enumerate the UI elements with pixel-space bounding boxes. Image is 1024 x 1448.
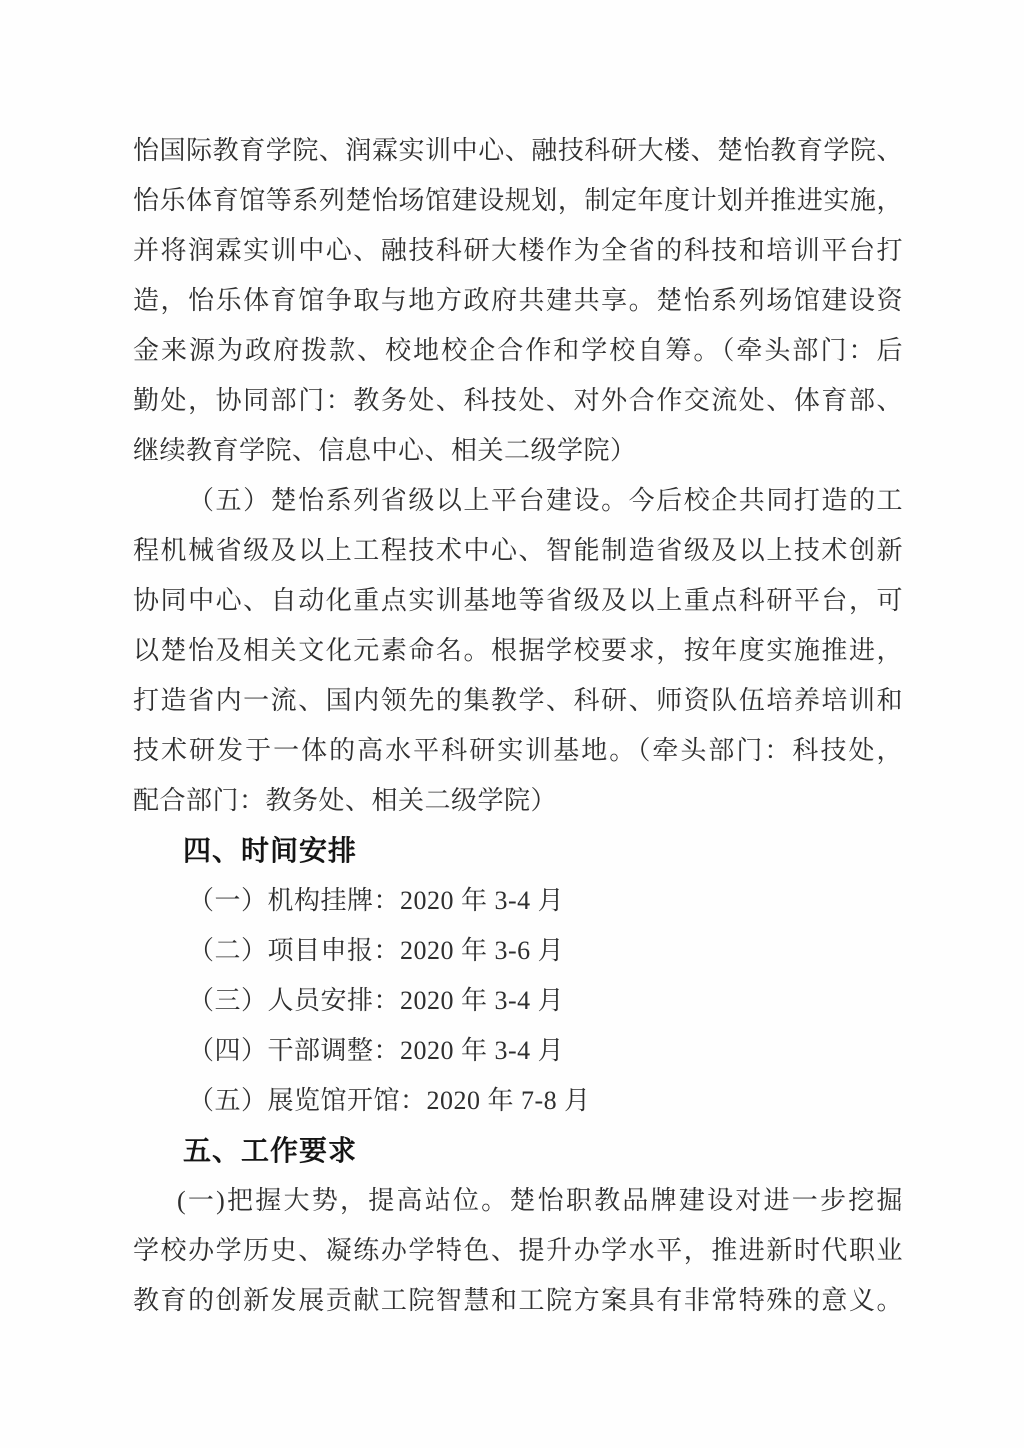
text-line: 并将润霖实训中心、融技科研大楼作为全省的科技和培训平台打 <box>133 236 903 265</box>
schedule-item: （一）机构挂牌：2020 年 3-4 月 <box>188 886 565 915</box>
text-line: 继续教育学院、信息中心、相关二级学院） <box>133 436 637 465</box>
text-line: 技术研发于一体的高水平科研实训基地。（牵头部门：科技处， <box>133 736 903 765</box>
text-line: 怡乐体育馆等系列楚怡场馆建设规划，制定年度计划并推进实施， <box>133 186 903 215</box>
text-line: 以楚怡及相关文化元素命名。根据学校要求，按年度实施推进， <box>133 636 903 665</box>
text-line: 程机械省级及以上工程技术中心、智能制造省级及以上技术创新 <box>133 536 903 565</box>
text-line: 配合部门：教务处、相关二级学院） <box>133 786 558 815</box>
text-line: 协同中心、自动化重点实训基地等省级及以上重点科研平台，可 <box>133 586 903 615</box>
text-line: 打造省内一流、国内领先的集教学、科研、师资队伍培养培训和 <box>133 686 903 715</box>
text-line: （五）楚怡系列省级以上平台建设。今后校企共同打造的工 <box>188 486 903 515</box>
schedule-item: （四）干部调整：2020 年 3-4 月 <box>188 1036 565 1065</box>
text-line: 怡国际教育学院、润霖实训中心、融技科研大楼、楚怡教育学院、 <box>133 136 903 165</box>
text-line: 勤处，协同部门：教务处、科技处、对外合作交流处、体育部、 <box>133 386 903 415</box>
schedule-item: （三）人员安排：2020 年 3-4 月 <box>188 986 565 1015</box>
text-line: 金来源为政府拨款、校地校企合作和学校自筹。（牵头部门：后 <box>133 336 903 365</box>
text-line: 学校办学历史、凝练办学特色、提升办学水平，推进新时代职业 <box>133 1236 903 1265</box>
section-heading: 四、时间安排 <box>183 835 358 866</box>
section-heading: 五、工作要求 <box>183 1135 358 1166</box>
text-line: 造，怡乐体育馆争取与地方政府共建共享。楚怡系列场馆建设资 <box>133 286 903 315</box>
text-line: 教育的创新发展贡献工院智慧和工院方案具有非常特殊的意义。 <box>133 1286 903 1315</box>
schedule-item: （二）项目申报：2020 年 3-6 月 <box>188 936 565 965</box>
schedule-item: （五）展览馆开馆：2020 年 7-8 月 <box>188 1086 591 1115</box>
text-line: (一)把握大势，提高站位。楚怡职教品牌建设对进一步挖掘 <box>177 1186 903 1215</box>
document-text-block <box>133 126 903 1326</box>
